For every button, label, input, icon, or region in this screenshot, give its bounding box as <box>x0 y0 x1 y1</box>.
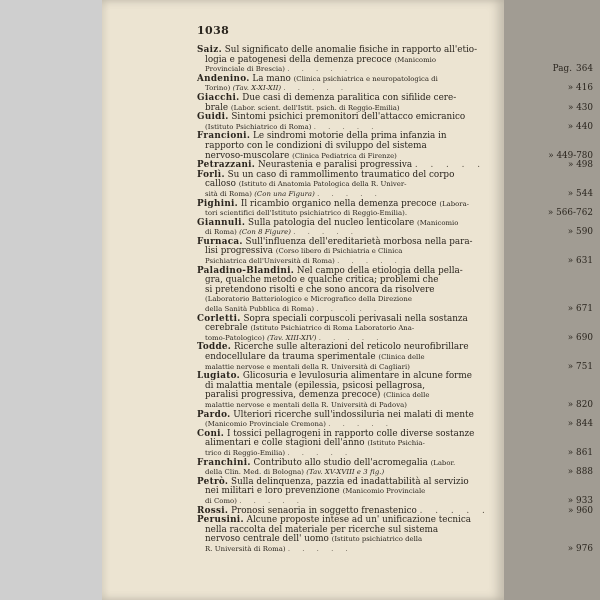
entry-line <box>197 543 593 555</box>
entry-page-number <box>475 123 593 133</box>
entry-institution: Psichiatrica dell'Università di Roma) <box>205 257 335 266</box>
entry-institution: tori scientifici dell'Istituto psichiatrico di Reggio-Emilia). <box>205 209 408 218</box>
entry-institution: Torino) <box>205 84 231 93</box>
entry-title: Nel campo della etiologia della pella- <box>296 265 463 276</box>
entry-title: Alcune proposte intese ad un' unificazione tecnica <box>246 515 472 526</box>
book-page <box>102 0 593 600</box>
entry-page-value: » 498 <box>568 160 593 171</box>
entry-institution: (Clinica delle <box>383 391 430 400</box>
entry-institution: (Manicomio <box>417 218 459 227</box>
entry-institution: di Roma) <box>205 228 237 237</box>
entry-author: Corletti. <box>197 313 241 324</box>
dot-leader: . . . . . <box>313 122 379 131</box>
entry-page-number <box>475 104 593 114</box>
entry-institution: tomo-Patologico) <box>205 333 265 342</box>
entry-author: Perusini. <box>197 515 244 526</box>
entry-institution: (Istituto Psichia- <box>367 439 425 448</box>
table-of-contents <box>197 45 593 554</box>
dot-leader: . . . . . <box>239 496 304 505</box>
entry-page-value: » 671 <box>567 304 593 315</box>
entry-author: Giacchi. <box>197 92 240 103</box>
entry-author: Petrò. <box>197 476 229 487</box>
entry-page-number <box>475 65 593 75</box>
toc-entry <box>197 457 593 478</box>
entry-line <box>197 247 467 257</box>
entry-plates: (Tav. X-XI-XII) <box>232 84 282 93</box>
entry-author: Giannuli. <box>197 217 246 228</box>
dot-leader: . . . . . <box>316 305 382 314</box>
entry-institution: (Clinica psichiatrica e neuropatologica di <box>293 74 438 83</box>
entry-title: calloso <box>205 179 236 190</box>
entry-author: Furnaca. <box>197 236 243 247</box>
entry-author: Guidi. <box>197 112 229 123</box>
entry-page-number <box>475 545 593 555</box>
toc-entry <box>197 217 593 238</box>
entry-title: nella raccolta del materiale per ricerche sul sistema <box>205 524 439 535</box>
pag-label: Pag. <box>552 64 573 75</box>
entry-line <box>197 353 467 363</box>
entry-institution: (Manicomio <box>394 55 436 64</box>
entry-title: Le sindromi motorie della prima infanzia in <box>252 131 447 142</box>
dot-leader: . . . . . <box>293 228 358 237</box>
entry-page-number <box>475 468 593 478</box>
entry-line <box>197 459 467 469</box>
entry-page-number <box>475 305 593 315</box>
entry-author: Lugiato. <box>197 371 241 382</box>
entry-institution: (Clinica Pediatrica di Firenze) <box>292 151 397 160</box>
entry-title: nervoso centrale dell' uomo <box>205 534 329 545</box>
dot-leader: . . . . . <box>337 257 402 266</box>
toc-entry <box>197 342 593 372</box>
entry-page-value: » 933 <box>567 495 593 506</box>
entry-title: gra, qualche metodo e qualche critica; problemi che <box>205 275 439 286</box>
entry-line <box>197 391 467 401</box>
toc-entry <box>197 371 593 410</box>
dot-leader: . . . . . <box>419 505 490 516</box>
entry-title: rapporto con le condizioni di sviluppo del sistema <box>205 140 427 151</box>
toc-entry <box>197 45 593 75</box>
entry-line <box>197 56 467 66</box>
entry-page-value: » 820 <box>567 399 593 410</box>
entry-institution: (Manicomio Provinciale <box>342 487 426 496</box>
entry-institution: (Corso libero di Psichiatria e Clinica <box>275 247 403 256</box>
entry-page-value: » 449-780 <box>548 150 593 161</box>
entry-institution: trico di Reggio-Emilia) <box>205 448 286 457</box>
entry-title: nervoso-muscolare <box>205 150 290 161</box>
entry-page-value: » 631 <box>567 256 593 267</box>
entry-page-value: 364 <box>576 64 593 75</box>
entry-title: Sulla delinquenza, pazzia ed inadattabilità al servizio <box>231 476 469 487</box>
entry-title: La mano <box>252 73 291 84</box>
entry-title: paralisi progressiva, demenza precoce) <box>205 390 381 401</box>
entry-author: Pighini. <box>197 198 239 209</box>
entry-page-number <box>475 257 593 267</box>
entry-author: Franchini. <box>197 457 251 468</box>
entry-page-value: » 440 <box>567 121 593 132</box>
entry-author: Francioni. <box>197 131 251 142</box>
entry-institution: (Clinica delle <box>378 353 425 361</box>
entry-line <box>197 295 467 305</box>
entry-author: Andenino. <box>197 73 250 84</box>
entry-author: Paladino-Blandini. <box>197 265 295 276</box>
entry-institution: R. Università di Roma) <box>205 544 286 553</box>
entry-page-number <box>475 401 593 411</box>
toc-entry <box>197 198 593 219</box>
entry-title: Sintomi psichici premonitori dell'attacco emicranico <box>231 112 466 123</box>
entry-institution: (Labor. <box>430 458 456 467</box>
entry-page-number <box>475 190 593 200</box>
entry-page-number <box>475 228 593 238</box>
entry-title: Pronosi senaoria in soggetto frenastenico <box>231 505 417 516</box>
entry-page-number <box>475 507 593 517</box>
entry-line <box>197 180 467 190</box>
toc-entry <box>197 169 593 200</box>
entry-title: Sul significato delle anomalie fisiche in rapporto all'etio- <box>224 45 478 55</box>
dot-leader: . . . . . <box>287 544 353 553</box>
entry-plates: (Con una Figura) <box>254 189 315 198</box>
entry-institution: di Como) <box>205 496 237 505</box>
entry-title: Sull'influenza dell'ereditarietà morbosa nella para- <box>245 236 473 247</box>
page-number: 1038 <box>197 24 230 37</box>
entry-page-value: » 751 <box>567 361 593 372</box>
entry-page-number <box>475 161 593 171</box>
entry-title: Sopra speciali corpuscoli perivasali nella sostanza <box>243 313 468 324</box>
entry-author: Petrazzani. <box>197 160 256 171</box>
entry-title: endocellulare da trauma sperimentale <box>205 352 376 362</box>
entry-title: I tossici pellagrogeni in rapporto colle diverse sostanze <box>226 428 475 439</box>
entry-institution: (Istituto Psichiatrico di Roma Laboratorio Ana- <box>250 324 415 333</box>
dot-leader: . . . . . <box>287 448 353 457</box>
entry-page-value: » 544 <box>567 188 593 199</box>
entry-title: si pretendono risolti e che sono ancora da risolvere <box>205 284 435 295</box>
toc-entry <box>197 236 593 267</box>
toc-entry <box>197 73 593 94</box>
entry-institution: (Labor. scient. dell'Istit. psich. di Reggio-Emilia) <box>230 103 400 112</box>
entry-title: Due casi di demenza paralitica con sifilide cere- <box>242 92 457 103</box>
entry-author: Todde. <box>197 342 232 353</box>
entry-line <box>197 409 474 421</box>
entry-line <box>197 75 467 85</box>
entry-line <box>197 487 467 497</box>
toc-entry <box>197 131 593 161</box>
entry-title: cerebrale <box>205 323 248 334</box>
entry-title: di malattia mentale (epilessia, psicosi pellagrosa, <box>205 380 426 391</box>
entry-institution: (Laboratorio Batteriologico e Micrografico della Direzione <box>205 295 412 304</box>
entry-author: Rossi. <box>197 505 229 516</box>
entry-line <box>197 113 467 123</box>
dot-leader: . . . . . <box>317 189 382 198</box>
entry-plates: (Con 8 Figure) <box>239 228 292 237</box>
dot-leader: . . . . . <box>328 420 393 429</box>
entry-institution: malattie nervose e mentali della R. Università di Padova) <box>205 400 408 409</box>
entry-page-value: » 976 <box>567 543 593 554</box>
entry-line <box>197 535 467 545</box>
entry-line <box>197 219 467 229</box>
toc-entry <box>197 409 593 430</box>
entry-title: alimentari e colle stagioni dell'anno <box>205 438 365 449</box>
entry-line <box>197 324 467 334</box>
entry-institution: Provinciale di Brescia) <box>205 65 286 74</box>
dot-leader: . . . . . <box>318 333 384 342</box>
entry-institution: della Clin. Med. di Bologna) <box>205 468 305 477</box>
dot-leader: . . . . . <box>287 65 353 74</box>
entry-page-value: » 690 <box>567 332 593 343</box>
entry-page-value: » 960 <box>568 505 593 516</box>
toc-entry <box>197 92 593 113</box>
entry-title: Neurastenia e paralisi progressiva <box>257 160 413 171</box>
toc-entry <box>197 313 593 344</box>
toc-entry <box>197 428 593 459</box>
entry-page-number <box>475 209 593 219</box>
entry-page-value: » 861 <box>567 447 593 458</box>
toc-entry <box>197 515 593 554</box>
entry-author: Pardo. <box>197 409 231 420</box>
entry-institution: (Manicomio Provinciale Cremona) <box>205 420 326 429</box>
entry-title: lisi progressiva <box>205 246 273 257</box>
entry-institution: della Sanità Pubblica di Roma) <box>205 305 315 314</box>
entry-page-number <box>475 334 593 344</box>
toc-entry <box>197 112 593 132</box>
entry-plates: (Tav. XIII-XIV) <box>267 333 317 342</box>
entry-page-number <box>475 363 593 373</box>
entry-page-number <box>475 420 593 430</box>
entry-title: nei militari e loro prevenzione <box>205 486 340 497</box>
dot-leader: . . . . . <box>414 160 486 171</box>
entry-page-value: » 844 <box>567 419 593 430</box>
entry-plates: (Tav. XV-XVIII e 3 fig.) <box>306 468 385 477</box>
entry-title: Contributo allo studio dell'acromegalia <box>253 457 428 468</box>
toc-entry <box>197 476 593 507</box>
entry-title: Glicosuria e levulosuria alimentare in alcune forme <box>242 371 472 382</box>
entry-title: Sulla patologia del nucleo lenticolare <box>248 217 415 228</box>
background-left <box>0 0 102 600</box>
entry-author: Forlì. <box>197 169 225 180</box>
entry-page-value: » 416 <box>567 83 593 94</box>
entry-institution: (Labora- <box>439 199 470 208</box>
entry-line <box>197 198 470 210</box>
entry-title: brale <box>205 102 229 113</box>
entry-page-value: » 566-762 <box>547 208 593 219</box>
entry-page-value: » 430 <box>568 102 593 113</box>
dot-leader: . . . . . <box>283 84 349 93</box>
entry-institution: (Istituto Psichiatrico di Roma) <box>205 122 312 131</box>
entry-title: Ricerche sulle alterazioni del reticolo neurofibrillare <box>233 342 469 353</box>
entry-page-number <box>475 84 593 94</box>
entry-title: Ulteriori ricerche sull'indossiluria nei malati di mente <box>233 409 474 420</box>
entry-title: logia e patogenesi della demenza precoce <box>205 54 392 65</box>
entry-line <box>197 286 467 296</box>
entry-line <box>197 439 467 449</box>
entry-institution: sità di Roma) <box>205 189 252 198</box>
entry-page-number <box>475 449 593 459</box>
entry-author: Saiz. <box>197 45 222 55</box>
entry-line <box>197 94 467 104</box>
entry-page-value: » 590 <box>567 227 593 238</box>
toc-entry <box>197 265 593 315</box>
entry-title: Su un caso di rammollimento traumatico del corpo <box>227 169 455 180</box>
entry-institution: malattie nervose e mentali della R. Università di Cagliari) <box>205 362 410 371</box>
entry-author: Coni. <box>197 428 225 439</box>
entry-institution: (Istituto psichiatrico della <box>331 535 423 544</box>
entry-institution: (Istituto di Anatomia Patologica della R. Univer- <box>238 180 407 189</box>
entry-title: Il ricambio organico nella demenza precoce <box>240 198 437 209</box>
entry-page-value: » 888 <box>567 467 593 478</box>
